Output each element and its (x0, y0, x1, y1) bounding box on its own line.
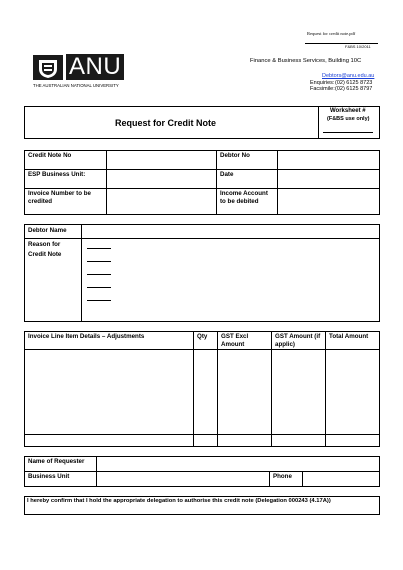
confirmation-text: I hereby confirm that I hold the appropriate delegation to authorise this credit note (Delegation 000243 (4.17A)) (27, 498, 331, 504)
credit-note-no-field[interactable] (107, 151, 217, 170)
worksheet-label: Worksheet # (330, 108, 366, 114)
line-items-entry-area[interactable] (25, 350, 379, 434)
business-unit-field[interactable] (97, 472, 270, 487)
worksheet-entry-line[interactable] (323, 132, 373, 133)
name-of-requester-label: Name of Requester (25, 457, 97, 472)
income-account-field[interactable] (278, 189, 380, 215)
reason-line (87, 248, 111, 249)
document-filename: Request for credit note.pdf (307, 31, 356, 36)
date-label: Date (217, 170, 278, 189)
esp-business-unit-label: ESP Business Unit: (25, 170, 107, 189)
line-items-totals-row[interactable] (25, 435, 379, 446)
col-header-gst-excl: GST Excl Amount (221, 333, 249, 348)
title-box (24, 106, 380, 139)
invoice-number-label: Invoice Number to be credited (25, 189, 107, 215)
col-header-details: Invoice Line Item Details – Adjustments (28, 333, 145, 340)
logo-subtitle: THE AUSTRALIAN NATIONAL UNIVERSITY (33, 83, 119, 88)
facsimile-value: (02) 6125 8797 (335, 86, 373, 92)
reason-label: Reason for Credit Note (28, 241, 62, 258)
date-field[interactable] (278, 170, 380, 189)
debtor-no-label: Debtor No (217, 151, 278, 170)
reason-field[interactable] (82, 239, 379, 321)
phone-field[interactable] (303, 472, 380, 487)
worksheet-note: (F&BS use only) (327, 116, 370, 122)
name-of-requester-field[interactable] (97, 457, 380, 472)
debtor-name-field[interactable] (82, 225, 379, 238)
debtor-reason-box (24, 224, 380, 322)
header-rule (305, 43, 378, 44)
col-header-total: Total Amount (329, 333, 369, 340)
credit-note-details-table (24, 150, 380, 215)
enquiries-label: Enquiries: (310, 80, 335, 86)
debtor-no-field[interactable] (278, 151, 380, 170)
anu-logo (33, 53, 122, 89)
department-name: Finance & Business Services, Building 10C (250, 58, 362, 64)
delegation-confirmation (24, 496, 380, 515)
anu-crest-icon (33, 55, 63, 80)
invoice-number-field[interactable] (107, 189, 217, 215)
logo-wordmark: ANU (66, 54, 124, 80)
phone-label: Phone (270, 472, 303, 487)
enquiries-value: (02) 6125 8723 (335, 80, 373, 86)
business-unit-label: Business Unit (25, 472, 97, 487)
form-code: F&BS 10/2011 (345, 44, 371, 49)
debtor-name-label: Debtor Name (28, 227, 67, 234)
facsimile-label: Facsimile: (310, 86, 335, 92)
col-header-gst-amount: GST Amount (if applic) (275, 333, 321, 348)
income-account-label: Income Account to be debited (217, 189, 278, 215)
reason-line (87, 261, 111, 262)
col-header-qty: Qty (197, 333, 208, 340)
email-link[interactable]: Debtors@anu.edu.au (322, 73, 375, 79)
reason-line (87, 300, 111, 301)
requester-table (24, 456, 380, 487)
invoice-line-items-table (24, 331, 380, 447)
credit-note-no-label: Credit Note No (25, 151, 107, 170)
reason-line (87, 287, 111, 288)
esp-business-unit-field[interactable] (107, 170, 217, 189)
page-title: Request for Credit Note (115, 118, 217, 128)
reason-line (87, 274, 111, 275)
